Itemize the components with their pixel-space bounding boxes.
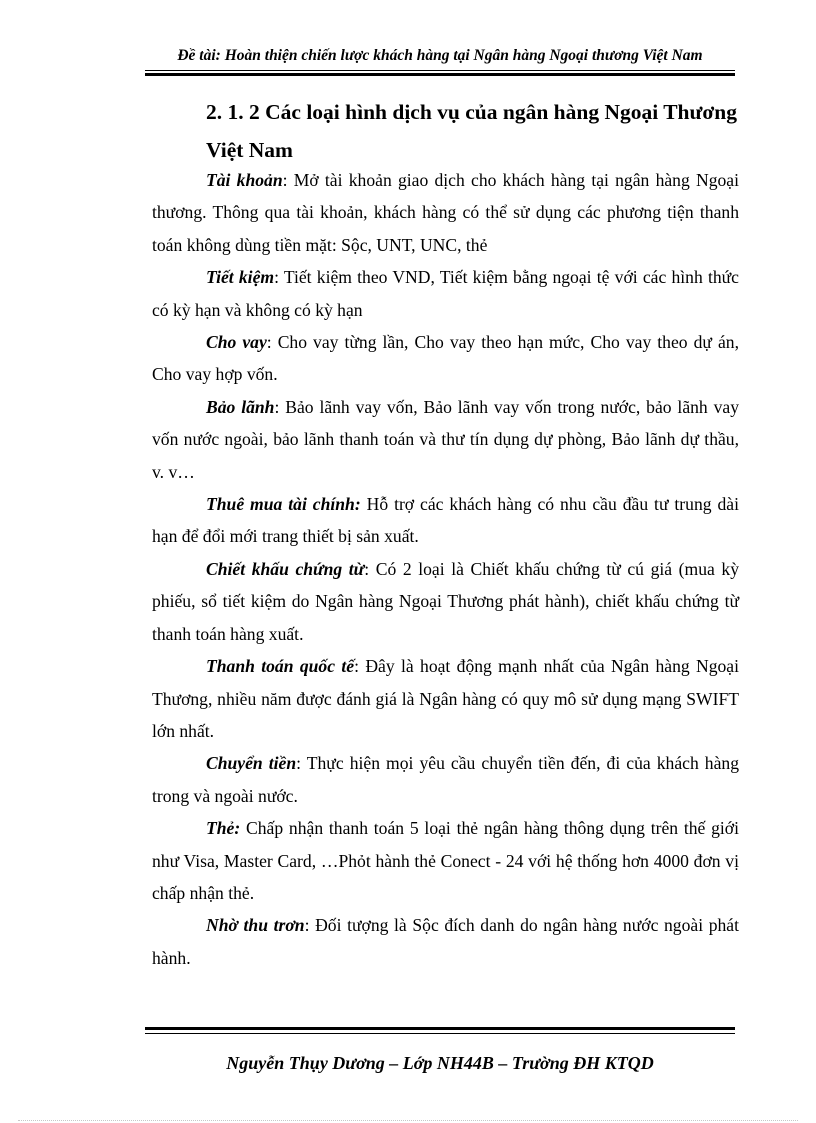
- footer-rule-thick: [145, 1027, 735, 1030]
- service-description: : Cho vay từng lần, Cho vay theo hạn mức, Cho vay theo dự án, Cho vay hợp vốn.: [152, 332, 739, 385]
- service-term: Bảo lãnh: [206, 396, 275, 417]
- service-term: Tài khoản: [206, 170, 283, 190]
- service-description: Chấp nhận thanh toán 5 loại thẻ ngân hàng thông dụng trên thế giới như Visa, Master Card, …Phỏt hành thẻ Conect - 24 với hệ thống hơn 4000 đơn vị chấp nhận thẻ.: [152, 818, 739, 903]
- service-term: Thẻ:: [206, 818, 241, 839]
- service-description: Hỗ trợ các khách hàng có nhu cầu đầu tư trung dài hạn để đổi mới trang thiết bị sản xuất.: [152, 494, 739, 547]
- service-description: : Mở tài khoản giao dịch cho khách hàng tại ngân hàng Ngoại thương. Thông qua tài khoản, khách hàng có thể sử dụng các phương tiện thanh toán không dùng tiền mặt: Sộc, UNT, UNC, thẻ: [152, 170, 739, 255]
- service-description: : Đây là hoạt động mạnh nhất của Ngân hàng Ngoại Thương, nhiều năm được đánh giá là Ngân hàng có quy mô sử dụng mạng SWIFT lớn nhất.: [152, 656, 739, 741]
- service-term: Thuê mua tài chính:: [206, 494, 361, 515]
- service-paragraph: [152, 553, 739, 650]
- service-paragraph: [152, 812, 739, 909]
- header-rule-thick: [145, 73, 735, 76]
- service-paragraph: [152, 909, 739, 974]
- service-paragraph: [152, 261, 739, 326]
- service-paragraph: [152, 488, 739, 553]
- footer-rule-thin: [145, 1033, 735, 1034]
- service-term: Chiết khấu chứng từ: [206, 558, 365, 579]
- service-description: : Thực hiện mọi yêu cầu chuyển tiền đến, đi của khách hàng trong và ngoài nước.: [152, 753, 740, 806]
- header-rule-thin: [145, 70, 735, 71]
- service-paragraph: [152, 326, 739, 391]
- service-description: : Đối tượng là Sộc đích danh do ngân hàng nước ngoài phát hành.: [152, 915, 739, 968]
- service-term: Cho vay: [206, 332, 267, 353]
- service-term: Chuyển tiền: [206, 753, 297, 774]
- service-term: Nhờ thu trơn: [206, 915, 305, 936]
- service-paragraph: [152, 650, 739, 747]
- service-description: : Có 2 loại là Chiết khấu chứng từ cú giá (mua kỳ phiếu, sổ tiết kiệm do Ngân hàng Ngoại Thương phát hành), chiết khấu chứng từ thanh toán hàng xuất.: [152, 558, 740, 644]
- service-paragraph: [152, 391, 739, 488]
- page-header-title: Đề tài: Hoàn thiện chiến lược khách hàng tại Ngân hàng Ngoại thương Việt Nam: [177, 47, 703, 64]
- service-paragraph: [152, 164, 739, 261]
- service-description: : Bảo lãnh vay vốn, Bảo lãnh vay vốn trong nước, bảo lãnh vay vốn nước ngoài, bảo lãnh thanh toán và thư tín dụng dự phòng, Bảo lãnh dự thầu, v. v…: [152, 396, 739, 482]
- page-edge-divider: [18, 1120, 798, 1121]
- service-paragraph: [152, 747, 739, 812]
- services-list: [152, 164, 739, 974]
- section-heading: 2. 1. 2 Các loại hình dịch vụ của ngân hàng Ngoại Thương Việt Nam: [206, 100, 738, 162]
- service-term: Thanh toán quốc tế: [206, 656, 355, 677]
- service-term: Tiết kiệm: [206, 267, 275, 288]
- service-description: : Tiết kiệm theo VND, Tiết kiệm bằng ngoại tệ với các hình thức có kỳ hạn và không có kỳ hạn: [152, 267, 739, 320]
- page-footer: Nguyễn Thụy Dương – Lớp NH44B – Trường ĐH KTQD: [226, 1053, 654, 1073]
